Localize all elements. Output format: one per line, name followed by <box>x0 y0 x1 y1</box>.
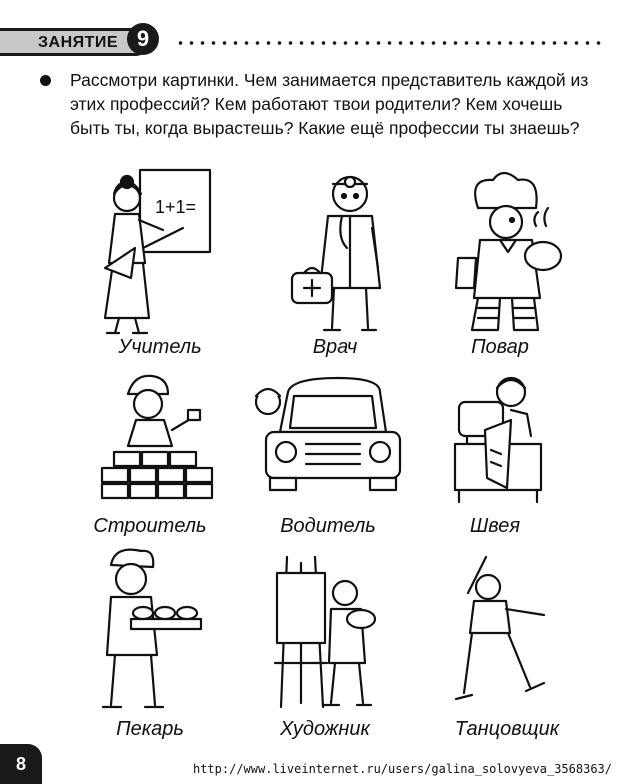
lesson-number-badge: 9 <box>127 23 159 55</box>
artist-illustration <box>265 553 445 733</box>
dotted-divider <box>175 41 605 45</box>
source-url: http://www.liveinternet.ru/users/galina_solovyeva_3568363/ <box>192 762 612 776</box>
caption-doctor: Врач <box>312 336 358 358</box>
baker-illustration <box>95 545 275 725</box>
cook-illustration <box>428 168 608 348</box>
caption-artist: Художник <box>280 718 370 740</box>
caption-driver: Водитель <box>280 515 376 537</box>
caption-cook: Повар <box>471 336 529 358</box>
doctor-illustration <box>262 168 442 348</box>
page-number: 8 <box>0 744 42 784</box>
task-text: Рассмотри картинки. Чем занимается представитель каждой из этих профессий? Кем работают твои родители? Кем хочешь быть ты, когда вырастешь? Какие ещё профессии ты знаешь? <box>70 70 589 138</box>
board-text: 1+1= <box>155 197 197 217</box>
caption-builder: Строитель <box>93 515 207 537</box>
caption-seamstress: Швея <box>469 515 521 537</box>
bullet-icon <box>40 75 51 86</box>
teacher-illustration <box>85 168 265 348</box>
caption-dancer: Танцовщик <box>454 718 560 740</box>
task-paragraph <box>40 68 600 140</box>
dancer-illustration <box>448 553 620 733</box>
caption-baker: Пекарь <box>116 718 184 740</box>
lesson-header <box>0 28 620 56</box>
caption-teacher: Учитель <box>118 336 202 358</box>
lesson-label: ЗАНЯТИЕ <box>38 34 119 51</box>
